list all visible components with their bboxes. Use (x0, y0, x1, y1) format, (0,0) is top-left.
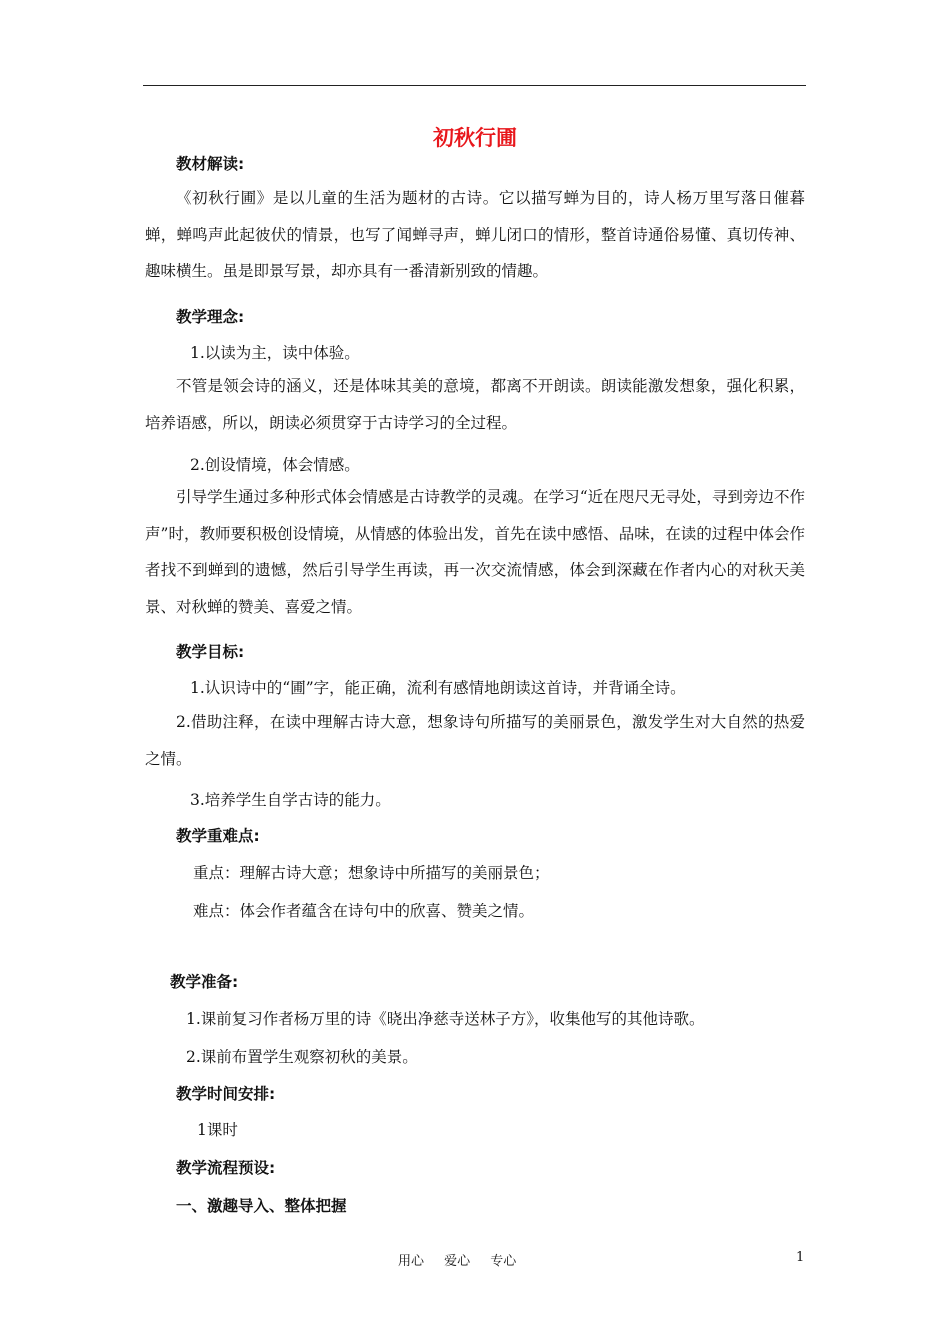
linian-item-2: 2.创设情境，体会情感。 (190, 456, 360, 474)
document-title: 初秋行圃 (433, 126, 517, 150)
page-number: 1 (796, 1250, 805, 1265)
shijian-value: 1课时 (197, 1121, 238, 1139)
zhongdian-text: 重点：理解古诗大意；想象诗中所描写的美丽景色； (193, 864, 550, 882)
heading-zhunbei: 教学准备: (170, 973, 239, 991)
heading-zhongnan: 教学重难点: (176, 827, 260, 845)
mubiao-item-1: 1.认识诗中的“圃”字，能正确，流利有感情地朗读这首诗，并背诵全诗。 (190, 679, 686, 697)
nandian-text: 难点：体会作者蕴含在诗句中的欣喜、赞美之情。 (193, 902, 535, 920)
heading-jiaocai: 教材解读: (176, 155, 245, 173)
footer-motto: 用心 爱心 专心 (398, 1254, 517, 1269)
linian-item-1: 1.以读为主，读中体验。 (190, 344, 360, 362)
header-rule (143, 85, 806, 86)
zhunbei-item-1: 1.课前复习作者杨万里的诗《晓出净慈寺送林子方》，收集他写的其他诗歌。 (186, 1010, 705, 1028)
heading-linian: 教学理念: (176, 308, 245, 326)
paragraph-jiaocai: 《初秋行圃》是以儿童的生活为题材的古诗。它以描写蝉为目的，诗人杨万里写落日催暮蝉，蝉鸣声此起彼伏的情景，也写了闻蝉寻声，蝉儿闭口的情形，整首诗通俗易懂、真切传神、趣味横生。虽是即景写景，却亦具有一番清新别致的情趣。 (145, 189, 805, 280)
liucheng-step-1: 一、激趣导入、整体把握 (176, 1197, 347, 1215)
heading-mubiao: 教学目标: (176, 643, 245, 661)
zhunbei-item-2: 2.课前布置学生观察初秋的美景。 (186, 1048, 418, 1066)
paragraph-linian-2: 引导学生通过多种形式体会情感是古诗教学的灵魂。在学习“近在咫尺无寻处，寻到旁边不作声”时，教师要积极创设情境，从情感的体验出发，首先在读中感悟、品味，在读的过程中体会作者找不到蝉到的遗憾，然后引导学生再读，再一次交流情感，体会到深藏在作者内心的对秋天美景、对秋蝉的赞美、喜爱之情。 (145, 488, 805, 616)
mubiao-item-2: 2.借助注释，在读中理解古诗大意，想象诗句所描写的美丽景色，激发学生对大自然的热爱之情。 (145, 713, 805, 768)
paragraph-linian-1: 不管是领会诗的涵义，还是体味其美的意境，都离不开朗读。朗读能激发想象，强化积累，培养语感，所以，朗读必须贯穿于古诗学习的全过程。 (145, 377, 805, 432)
heading-shijian: 教学时间安排: (176, 1085, 276, 1103)
heading-liucheng: 教学流程预设: (176, 1159, 276, 1177)
mubiao-item-3: 3.培养学生自学古诗的能力。 (190, 791, 391, 809)
